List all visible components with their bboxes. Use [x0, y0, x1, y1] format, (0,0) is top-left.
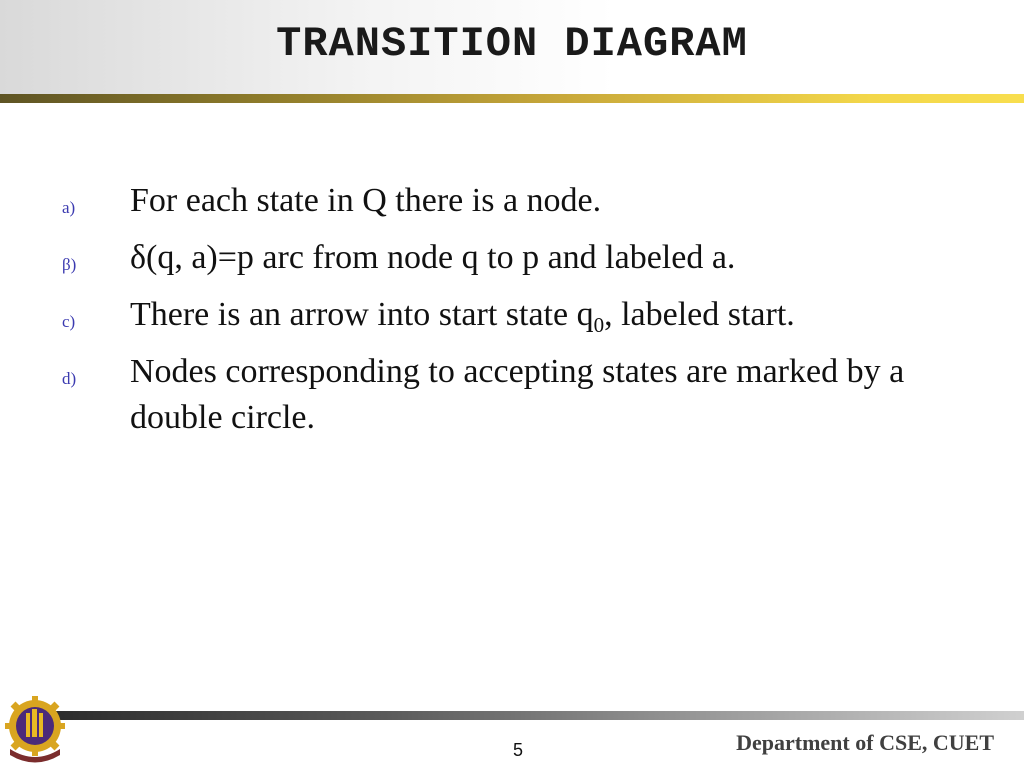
list-marker: d) — [62, 369, 77, 388]
list-item-text: For each state in Q there is a node. — [130, 182, 602, 219]
list-marker: a) — [62, 198, 76, 217]
list-item-text: Nodes corresponding to accepting states are marked by a double circle. — [130, 353, 905, 436]
text-part: , labeled start. — [604, 296, 795, 333]
footer-bar — [40, 711, 1024, 720]
title-underline-bar — [0, 94, 1024, 103]
list-marker: c) — [62, 312, 76, 331]
text-part: There is an arrow into start state q — [130, 296, 594, 333]
slide-title: TRANSITION DIAGRAM — [276, 20, 748, 68]
department-label: Department of CSE, CUET — [736, 730, 994, 755]
cuet-logo-icon — [2, 693, 68, 763]
list-item-text — [130, 292, 970, 338]
page-number: 5 — [512, 740, 523, 760]
subscript: 0 — [593, 313, 605, 337]
slide-header — [0, 0, 1024, 94]
list-marker: β) — [62, 255, 77, 274]
list-item-text: δ(q, a)=p arc from node q to p and labeled a. — [130, 239, 736, 276]
